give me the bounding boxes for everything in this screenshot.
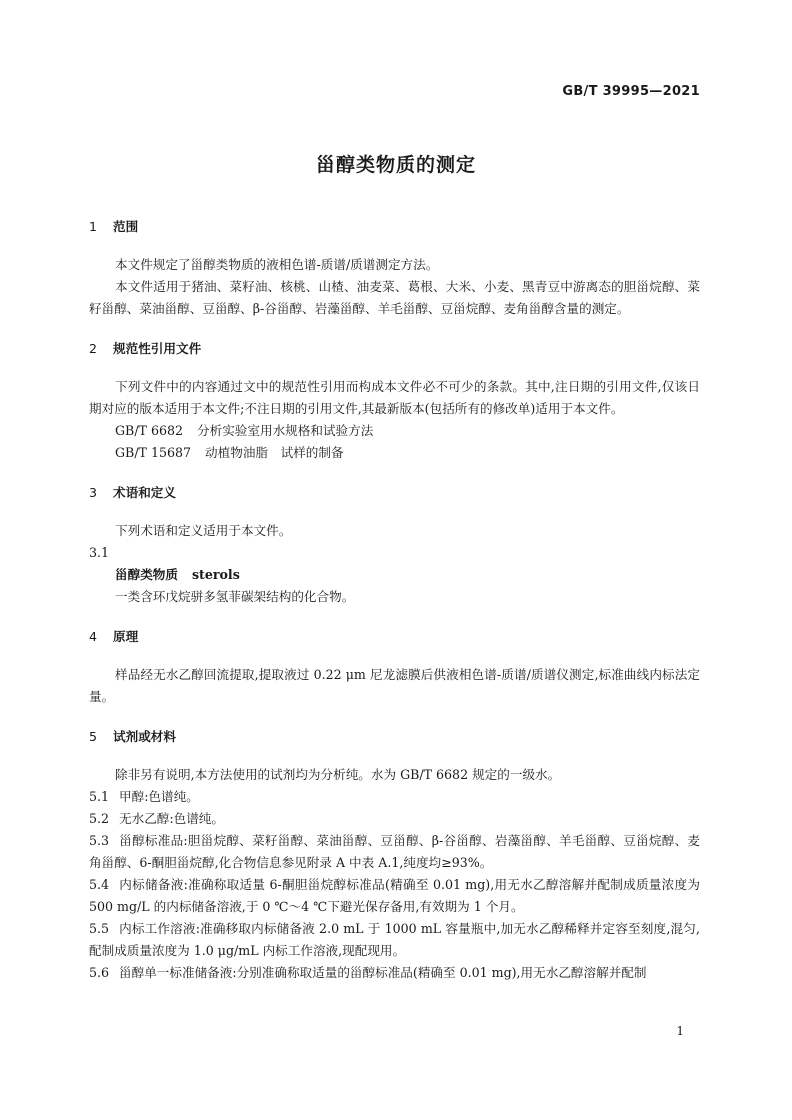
item-text: 甾醇标准品:胆甾烷醇、菜籽甾醇、菜油甾醇、豆甾醇、β-谷甾醇、岩藻甾醇、羊毛甾醇、豆甾烷醇、麦角甾醇、6-酮胆甾烷醇,化合物信息参见附录 A 中表 A.1,纯度均≥93%。 <box>89 833 700 870</box>
section-title: 试剂或材料 <box>113 729 176 744</box>
item-text: 甲醇:色谱纯。 <box>119 789 199 804</box>
item-text: 内标工作溶液:准确移取内标储备液 2.0 mL 于 1000 mL 容量瓶中,加无水乙醇稀释并定容至刻度,混匀,配制成质量浓度为 1.0 μg/mL 内标工作溶液,现配现用。 <box>89 921 700 958</box>
term-english: sterols <box>191 567 240 582</box>
reference-title: 分析实验室用水规格和试验方法 <box>197 423 374 438</box>
section-3-heading <box>89 482 700 504</box>
term-chinese: 甾醇类物质 <box>115 567 178 582</box>
term-definition: 一类含环戊烷骈多氢菲碳架结构的化合物。 <box>115 589 355 604</box>
item-text: 内标储备液:准确称取适量 6-酮胆甾烷醇标准品(精确至 0.01 mg),用无水乙醇溶解并配制成质量浓度为 500 mg/L 的内标储备溶液,于 0 ℃～4 ℃下避光保存备用,有效期为 1 个月。 <box>89 877 700 914</box>
list-item <box>89 830 700 874</box>
section-5-heading <box>89 726 700 748</box>
item-number: 5.1 <box>89 789 110 804</box>
standard-number: GB/T 39995—2021 <box>562 84 700 99</box>
reference-code: GB/T 15687 <box>115 445 192 460</box>
section-number: 5 <box>89 729 98 744</box>
reference-item <box>89 442 700 464</box>
page-number: 1 <box>676 1024 684 1038</box>
list-item <box>89 786 700 808</box>
document-body <box>89 216 700 984</box>
section-2-heading <box>89 338 700 360</box>
reference-code: GB/T 6682 <box>115 423 184 438</box>
paragraph: 下列文件中的内容通过文中的规范性引用而构成本文件必不可少的条款。其中,注日期的引用文件,仅该日期对应的版本适用于本文件;不注日期的引用文件,其最新版本(包括所有的修改单)适用于本文件。 <box>89 379 700 416</box>
item-number: 5.4 <box>89 877 110 892</box>
item-number: 5.3 <box>89 833 110 848</box>
list-item <box>89 962 700 984</box>
document-title: 甾醇类物质的测定 <box>315 154 476 176</box>
reference-title: 动植物油脂 试样的制备 <box>205 445 344 460</box>
item-text: 甾醇单一标准储备液:分别准确称取适量的甾醇标准品(精确至 0.01 mg),用无水乙醇溶解并配制 <box>119 965 647 980</box>
section-title: 原理 <box>113 629 139 644</box>
paragraph: 下列术语和定义适用于本文件。 <box>115 523 292 538</box>
section-title: 规范性引用文件 <box>113 341 202 356</box>
item-number: 5.6 <box>89 965 110 980</box>
item-text: 无水乙醇:色谱纯。 <box>119 811 224 826</box>
list-item <box>89 808 700 830</box>
paragraph: 本文件规定了甾醇类物质的液相色谱-质谱/质谱测定方法。 <box>115 257 439 272</box>
section-title: 范围 <box>113 219 139 234</box>
paragraph: 除非另有说明,本方法使用的试剂均为分析纯。水为 GB/T 6682 规定的一级水。 <box>115 767 561 782</box>
clause-number: 3.1 <box>89 545 110 560</box>
section-number: 1 <box>89 219 98 234</box>
term-entry <box>89 564 700 586</box>
reference-item <box>89 420 700 442</box>
paragraph: 样品经无水乙醇回流提取,提取液过 0.22 μm 尼龙滤膜后供液相色谱-质谱/质谱仪测定,标准曲线内标法定量。 <box>89 667 700 704</box>
section-1-heading <box>89 216 700 238</box>
section-title: 术语和定义 <box>113 485 176 500</box>
item-number: 5.5 <box>89 921 110 936</box>
section-4-heading <box>89 626 700 648</box>
section-number: 2 <box>89 341 98 356</box>
paragraph: 本文件适用于猪油、菜籽油、核桃、山楂、油麦菜、葛根、大米、小麦、黑青豆中游离态的胆甾烷醇、菜籽甾醇、菜油甾醇、豆甾醇、β-谷甾醇、岩藻甾醇、羊毛甾醇、豆甾烷醇、麦角甾醇含量的测定。 <box>89 279 700 316</box>
item-number: 5.2 <box>89 811 110 826</box>
list-item <box>89 918 700 962</box>
section-number: 3 <box>89 485 98 500</box>
section-number: 4 <box>89 629 98 644</box>
list-item <box>89 874 700 918</box>
